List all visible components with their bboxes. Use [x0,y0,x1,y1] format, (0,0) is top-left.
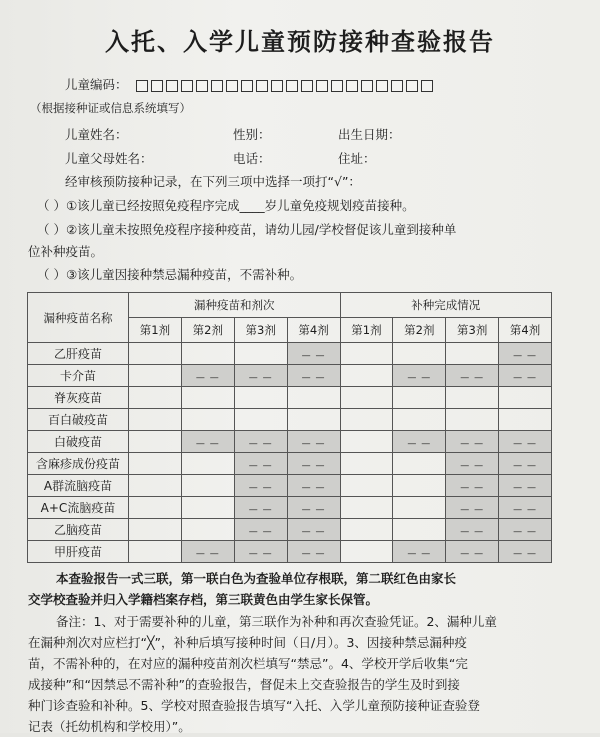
missed-dose-1-cell[interactable] [129,519,182,541]
table-row [28,409,552,431]
remarks [28,611,560,737]
child-code-box[interactable] [346,80,358,92]
makeup-dose-4-cell [499,541,552,563]
child-code-label: 儿童编码： [65,77,128,92]
missed-dose-1-cell[interactable] [129,365,182,387]
makeup-dose-3-cell [446,431,499,453]
child-code-box[interactable] [421,80,433,92]
makeup-dose-4-cell [499,519,552,541]
vaccine-name-header: 漏种疫苗名称 [28,293,129,343]
child-name-label: 儿童姓名： [65,127,128,142]
missed-dose-2-cell [181,431,234,453]
missed-dose-2-cell[interactable] [181,519,234,541]
makeup-dose-1-header: 第1剂 [340,318,393,343]
makeup-dose-3-cell [446,519,499,541]
phone-label: 电话： [233,151,271,166]
makeup-dose-4-cell [499,475,552,497]
missed-doses-header: 漏种疫苗和剂次 [129,293,341,318]
missed-dose-3-cell [234,431,287,453]
birth-date-label: 出生日期： [338,127,401,142]
table-row [28,519,552,541]
missed-dose-2-header: 第2剂 [181,318,234,343]
missed-dose-3-cell[interactable] [234,343,287,365]
missed-dose-4-cell [287,541,340,563]
child-code-box[interactable] [301,80,313,92]
remarks-line-6: 记表（托幼机构和学校用）”。 [28,719,191,734]
child-code-boxes[interactable] [136,80,433,92]
missed-dose-2-cell[interactable] [181,343,234,365]
copies-note [28,568,560,610]
option-3[interactable]: （ ）③该儿童因接种禁忌漏种疫苗，不需补种。 [37,267,303,282]
missed-dose-1-header: 第1剂 [129,318,182,343]
missed-dose-3-cell[interactable] [234,409,287,431]
child-code-box[interactable] [286,80,298,92]
makeup-dose-1-cell[interactable] [340,387,393,409]
missed-dose-2-cell[interactable] [181,453,234,475]
makeup-dose-4-header: 第4剂 [499,318,552,343]
makeup-dose-4-cell [499,431,552,453]
table-row [28,343,552,365]
makeup-dose-1-cell[interactable] [340,343,393,365]
table-row [28,475,552,497]
missed-dose-4-cell [287,365,340,387]
missed-dose-3-header: 第3剂 [234,318,287,343]
child-code-box[interactable] [211,80,223,92]
vaccine-name-cell: A群流脑疫苗 [28,475,129,497]
vaccine-name-cell: 甲肝疫苗 [28,541,129,563]
child-code-box[interactable] [256,80,268,92]
vaccine-name-cell: A+C流脑疫苗 [28,497,129,519]
table-row [28,387,552,409]
makeup-header: 补种完成情况 [340,293,552,318]
child-code-box[interactable] [136,80,148,92]
remarks-line-4: 成接种”和“因禁忌不需补种”的查验报告，督促未上交查验报告的学生及时到接 [28,677,460,692]
makeup-dose-3-cell [446,475,499,497]
child-code-box[interactable] [166,80,178,92]
makeup-dose-1-cell[interactable] [340,519,393,541]
missed-dose-2-cell[interactable] [181,409,234,431]
missed-dose-4-cell [287,475,340,497]
makeup-dose-1-cell[interactable] [340,475,393,497]
child-code-box[interactable] [361,80,373,92]
vaccine-rows [28,343,552,563]
child-code-box[interactable] [181,80,193,92]
report-title: 入托、入学儿童预防接种查验报告 [105,28,495,56]
missed-dose-1-cell[interactable] [129,431,182,453]
child-code-row [65,75,433,93]
makeup-dose-2-cell [393,431,446,453]
missed-dose-4-cell[interactable] [287,409,340,431]
table-row [28,365,552,387]
check-instruction: 经审核预防接种记录，在下列三项中选择一项打“√”： [65,174,361,189]
missed-dose-3-cell [234,365,287,387]
makeup-dose-3-cell [446,453,499,475]
missed-dose-2-cell [181,541,234,563]
missed-dose-2-cell[interactable] [181,475,234,497]
child-code-box[interactable] [406,80,418,92]
missed-dose-1-cell[interactable] [129,409,182,431]
missed-dose-2-cell[interactable] [181,387,234,409]
table-row [28,453,552,475]
table-row [28,497,552,519]
child-code-box[interactable] [196,80,208,92]
makeup-dose-4-cell [499,497,552,519]
address-label: 住址： [338,151,376,166]
vaccine-name-cell: 含麻疹成份疫苗 [28,453,129,475]
remarks-line-3: 苗，不需补种的，在对应的漏种疫苗剂次栏填写“禁忌”。4、学校开学后收集“完 [28,656,468,671]
missed-dose-4-cell [287,453,340,475]
option-1[interactable]: （ ）①该儿童已经按照免疫程序完成____岁儿童免疫规划疫苗接种。 [37,198,415,213]
makeup-dose-4-cell [499,365,552,387]
missed-dose-1-cell[interactable] [129,453,182,475]
copies-note-line-1: 本查验报告一式三联，第一联白色为查验单位存根联，第二联红色由家长 [56,571,457,586]
child-code-box[interactable] [376,80,388,92]
makeup-dose-2-cell[interactable] [393,475,446,497]
missed-dose-4-cell[interactable] [287,387,340,409]
makeup-dose-4-cell[interactable] [499,387,552,409]
gender-label: 性别： [233,127,271,142]
missed-dose-3-cell [234,475,287,497]
vaccine-name-cell: 卡介苗 [28,365,129,387]
missed-dose-4-cell [287,497,340,519]
remarks-line-5: 种门诊查验和补种。5、学校对照查验报告填写“入托、入学儿童预防接种证查验登 [28,698,480,713]
fill-note: （根据接种证或信息系统填写） [30,101,191,115]
makeup-dose-2-cell[interactable] [393,453,446,475]
child-code-box[interactable] [151,80,163,92]
vaccine-name-cell: 乙肝疫苗 [28,343,129,365]
makeup-dose-3-cell [446,497,499,519]
missed-dose-4-header: 第4剂 [287,318,340,343]
makeup-dose-3-cell [446,541,499,563]
makeup-dose-2-cell[interactable] [393,519,446,541]
makeup-dose-3-cell[interactable] [446,387,499,409]
makeup-dose-2-cell[interactable] [393,497,446,519]
option-2-continued: 位补种疫苗。 [28,244,104,259]
missed-dose-1-cell[interactable] [129,475,182,497]
makeup-dose-1-cell[interactable] [340,431,393,453]
makeup-dose-2-cell[interactable] [393,343,446,365]
vaccine-name-cell: 脊灰疫苗 [28,387,129,409]
makeup-dose-1-cell[interactable] [340,365,393,387]
missed-dose-3-cell [234,541,287,563]
makeup-dose-3-cell[interactable] [446,409,499,431]
makeup-dose-1-cell[interactable] [340,497,393,519]
copies-note-line-2: 交学校查验并归入学籍档案存档，第三联黄色由学生家长保管。 [28,592,379,607]
makeup-dose-4-cell [499,453,552,475]
table-row [28,541,552,563]
missed-dose-1-cell[interactable] [129,343,182,365]
remarks-line-2: 在漏种剂次对应栏打“╳”，补种后填写接种时间（日/月）。3、因接种禁忌漏种疫 [28,635,467,650]
makeup-dose-4-cell[interactable] [499,409,552,431]
child-code-box[interactable] [331,80,343,92]
makeup-dose-3-cell[interactable] [446,343,499,365]
makeup-dose-2-cell [393,541,446,563]
vaccine-name-cell: 白破疫苗 [28,431,129,453]
makeup-dose-1-cell[interactable] [340,409,393,431]
vaccine-name-cell: 百白破疫苗 [28,409,129,431]
makeup-dose-3-header: 第3剂 [446,318,499,343]
missed-dose-4-cell [287,519,340,541]
vaccine-name-cell: 乙脑疫苗 [28,519,129,541]
vaccine-table [27,292,552,563]
missed-dose-1-cell[interactable] [129,541,182,563]
child-code-box[interactable] [271,80,283,92]
child-code-box[interactable] [241,80,253,92]
missed-dose-2-cell[interactable] [181,497,234,519]
missed-dose-4-cell [287,431,340,453]
missed-dose-3-cell [234,497,287,519]
makeup-dose-1-cell[interactable] [340,541,393,563]
child-code-box[interactable] [226,80,238,92]
makeup-dose-3-cell [446,365,499,387]
makeup-dose-2-cell[interactable] [393,409,446,431]
option-2[interactable]: （ ）②该儿童未按照免疫程序接种疫苗，请幼儿园/学校督促该儿童到接种单 [37,222,457,237]
parent-name-label: 儿童父母姓名： [65,151,153,166]
missed-dose-1-cell[interactable] [129,387,182,409]
remarks-line-1: 备注：1、对于需要补种的儿童，第三联作为补种和再次查验凭证。2、漏种儿童 [56,614,497,629]
makeup-dose-4-cell [499,343,552,365]
child-code-box[interactable] [391,80,403,92]
makeup-dose-2-header: 第2剂 [393,318,446,343]
missed-dose-3-cell [234,519,287,541]
makeup-dose-2-cell [393,365,446,387]
missed-dose-3-cell[interactable] [234,387,287,409]
missed-dose-4-cell [287,343,340,365]
missed-dose-3-cell [234,453,287,475]
missed-dose-1-cell[interactable] [129,497,182,519]
makeup-dose-2-cell[interactable] [393,387,446,409]
child-code-box[interactable] [316,80,328,92]
table-row [28,431,552,453]
makeup-dose-1-cell[interactable] [340,453,393,475]
missed-dose-2-cell [181,365,234,387]
